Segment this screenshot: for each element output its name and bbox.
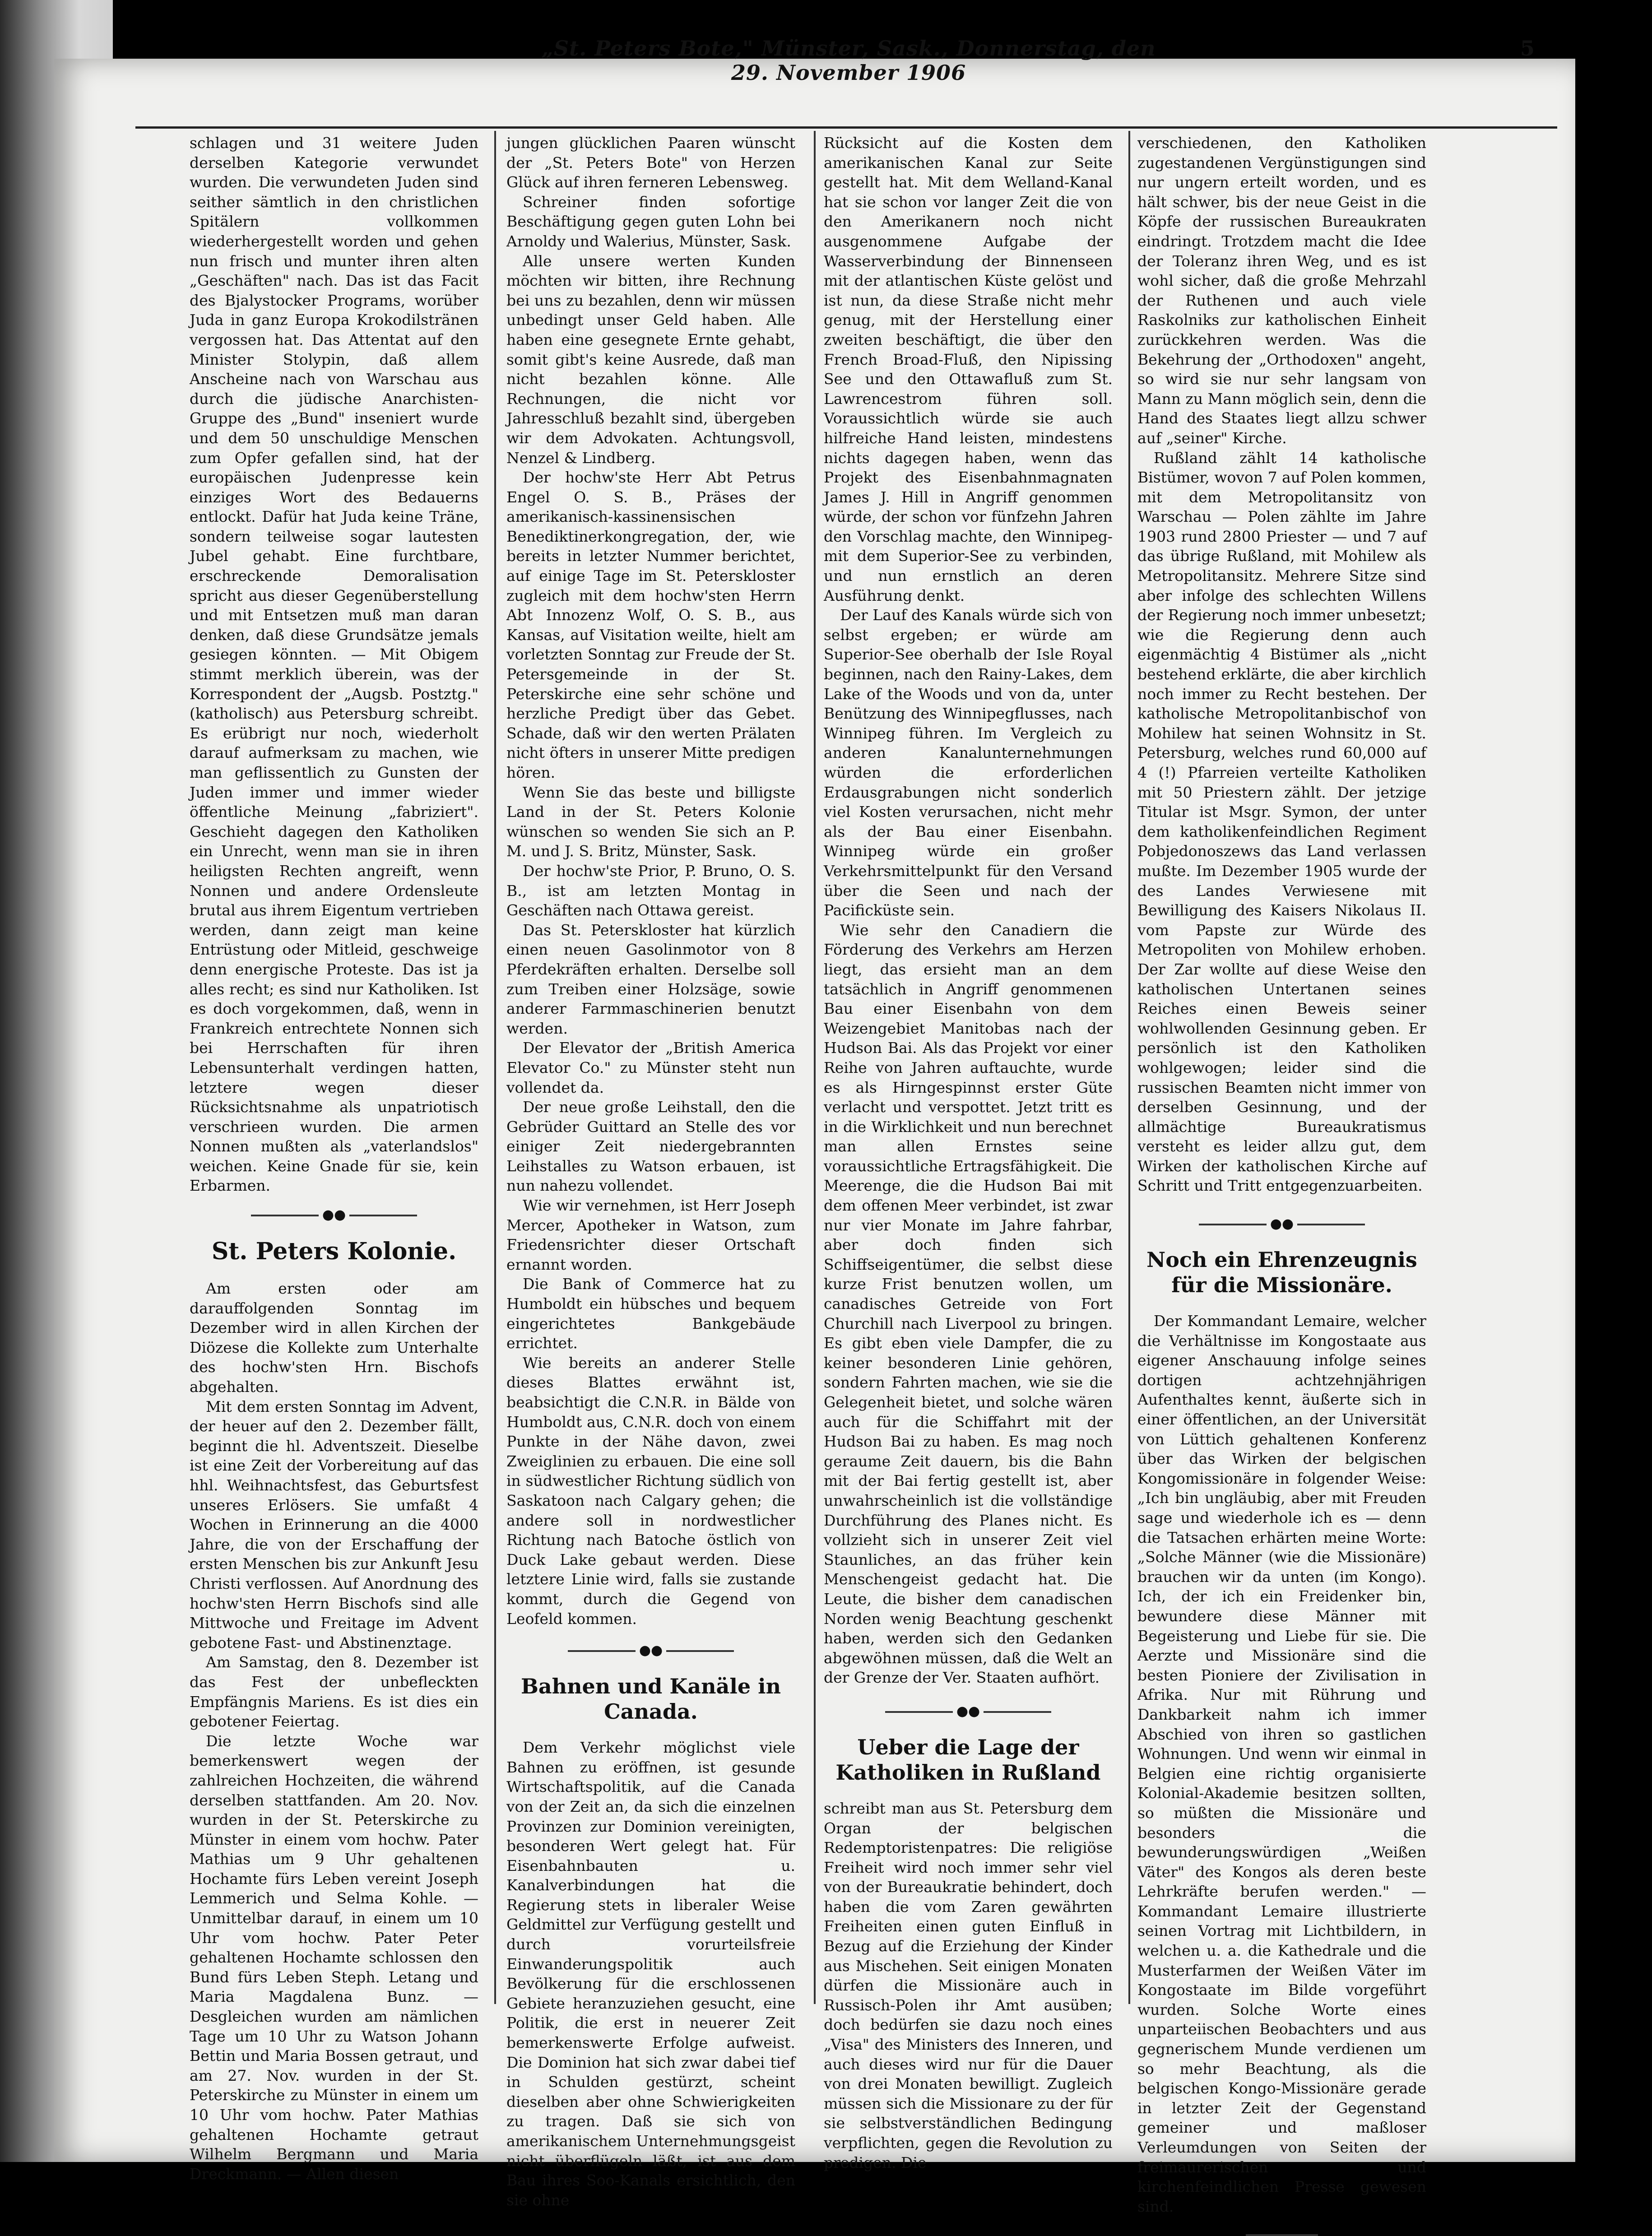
article-paragraph: Am ersten oder am darauffolgenden Sonntag im Dezember wird in allen Kirchen der Diözese die Kollekte zum Unterhalte des hochw'sten Hrn. Bischofs abgehalten. (190, 1280, 478, 1396)
column-1 (190, 133, 478, 2184)
column-3 (824, 133, 1113, 2172)
article-paragraph: Der Lauf des Kanals würde sich von selbst ergeben; er würde am Superior-See oberhalb der Isle Royal beginnen, nach den Rainy-Lakes, dem Lake of the Woods und von da, unter Benützung des Winnipegflusses, nach Winnipeg führen. Im Vergleich zu anderen Kanalunternehmungen würden die erforderlichen Erdausgrabungen nicht sonderlich viel Kosten verursachen, nicht mehr als der Bau einer Eisenbahn. Winnipeg würde ein großer Verkehrsmittelpunkt für den Versand über die Seen und nach der Pacificküste sein. (824, 606, 1113, 919)
article-paragraph: Der hochw'ste Herr Abt Petrus Engel O. S. B., Präses der amerikanisch-kassinensischen Benediktinerkongregation, der, wie bereits in letzter Nummer berichtet, auf einige Tage im St. Peterskloster zugleich mit dem hochw'sten Herrn Abt Innozenz Wolf, O. S. B., aus Kansas, auf Visitation weilte, hielt am vorletzten Sonntag zur Freude der St. Petersgemeinde in der St. Peterskirche eine sehr schöne und herzliche Predigt über das Gebet. Schade, daß wir den werten Prälaten nicht öfters in unserer Mitte predigen hören. (506, 469, 795, 781)
article-paragraph: Der neue große Leihstall, den die Gebrüder Guittard an Stelle des vor einiger Zeit niedergebrannten Leihstalles zu Watson erbauen, ist nun nahezu vollendet. (506, 1098, 795, 1195)
article-paragraph: Das St. Peterskloster hat kürzlich einen neuen Gasolinmotor von 8 Pferdekräften erhalten. Derselbe soll zum Treiben einer Holzsäge, sowie anderer Farmmaschinerien benutzt werden. (506, 921, 795, 1037)
separator-ornament: ●● (190, 1205, 478, 1225)
column-divider (494, 131, 496, 2004)
article-paragraph: Wie wir vernehmen, ist Herr Joseph Mercer, Apotheker in Watson, zum Friedensrichter dieser Ortschaft ernannt worden. (506, 1197, 795, 1273)
column-4 (1137, 133, 1426, 2236)
separator-ornament: ●● (506, 1640, 795, 1661)
page-number: 5 (1520, 36, 1535, 60)
article-paragraph: Wie bereits an anderer Stelle dieses Blattes erwähnt ist, beabsichtigt die C.N.R. in Bälde von Humboldt aus, C.N.R. doch von einem Punkte in der Nähe davon, zwei Zweiglinien zu erbauen. Die eine soll in südwestlicher Richtung südlich von Saskatoon nach Calgary gehen; die andere soll in nordwestlicher Richtung nach Batoche östlich von Duck Lake gebaut werden. Diese letztere Linie wird, falls sie zustande kommt, durch die Gegend von Leofeld kommen. (506, 1354, 795, 1628)
article-paragraph: Der Elevator der „British America Elevator Co." zu Münster steht nun vollendet da. (506, 1039, 795, 1096)
section-title-katholiken-russland: Ueber die Lage der Katholiken in Rußland (835, 1735, 1101, 1785)
column-divider (1128, 131, 1130, 2004)
section-title-st-peters-kolonie: St. Peters Kolonie. (211, 1238, 457, 1266)
header-title: „St. Peters Bote," Münster, Sask., Donnerstag, den 29. November 1906 (541, 36, 1156, 85)
article-paragraph: Alle unsere werten Kunden möchten wir bitten, ihre Rechnung bei uns zu bezahlen, denn wir müssen unbedingt unser Geld haben. Alle haben eine gesegnete Ernte gehabt, somit gibt's keine Ausrede, daß man nicht bezahlen könne. Alle Rechnungen, die nicht vor Jahresschluß bezahlt sind, übergeben wir dem Advokaten. Achtungsvoll, Nenzel & Lindberg. (506, 252, 795, 467)
separator-ornament: ●● (824, 1701, 1113, 1722)
article-text: schlagen und 31 weitere Juden derselben Kategorie verwundet wurden. Die verwundeten Juden sind seither sämtlich in den christlichen Spitälern vollkommen wiederhergestellt worden und gehen nun frisch und munter ihren alten „Geschäften" nach. Das ist das Facit des Bjalystocker Programs, worüber Juda in ganz Europa Krokodilstränen vergossen hat. Das Attentat auf den Minister Stolypin, daß allem Anscheine nach von Warschau aus durch die jüdische Anarchisten-Gruppe des „Bund" inseniert wurde und dem 50 unschuldige Menschen zum Opfer gefallen sind, hat der europäischen Judenpresse kein einziges Wort des Bedauerns entlockt. Dafür hat Juda keine Träne, sondern teilweise sogar lautesten Jubel gehabt. Eine furchtbare, erschreckende Demoralisation spricht aus dieser Gegenüberstellung und mit Entsetzen muß man daran denken, daß diese Grundsätze jemals gesiegen könnten. — Mit Obigem stimmt merklich überein, was der Korrespondent der „Augsb. Postztg." (katholisch) aus Petersburg schreibt. Es erübrigt nur noch, wiederholt darauf aufmerksam zu machen, wie man geflissentlich zu Gunsten der Juden immer und immer wieder öffentliche Meinung „fabriziert". Geschieht dagegen den Katholiken ein Unrecht, wenn man sie in ihren heiligsten Rechten angreift, wenn Nonnen und andere Ordensleute brutal aus ihrem Eigentum vertrieben werden, dann zeigt man keine Entrüstung oder Mitleid, geschweige denn energische Proteste. Das ist ja alles recht; es sind nur Katholiken. Ist es doch vorgekommen, daß, wenn in Frankreich entrechtete Nonnen sich bei Herrschaften für ihren Lebensunterhalt verdingen hatten, letztere wegen dieser Rücksichtsnahme als unpatriotisch verschrieen wurden. Die armen Nonnen mußten als „vaterlandslos" weichen. Keine Gnade für sie, kein Erbarmen. (190, 134, 478, 1195)
article-paragraph: Schreiner finden sofortige Beschäftigung gegen guten Lohn bei Arnoldy und Walerius, Münster, Sask. (506, 193, 795, 250)
article-paragraph: Rußland zählt 14 katholische Bistümer, wovon 7 auf Polen kommen, mit dem Metropolitansitz von Warschau — Polen zählte im Jahre 1903 rund 2800 Priester — und 7 auf das übrige Rußland, mit Mohilew als Metropolitansitz. Mehrere Sitze sind aber infolge des schlechten Willens der Regierung noch immer unbesetzt; wie die Regierung denn auch eigenmächtig 4 Bistümer als „nicht bestehend erklärte, die aber kirchlich noch immer zu Recht bestehen. Der katholische Metropolitanbischof von Mohilew hat seinen Wohnsitz in St. Petersburg, welches rund 60,000 auf 4 (!) Pfarreien verteilte Katholiken mit 50 Priestern zählt. Der jetzige Titular ist Msgr. Symon, der unter dem katholikenfeindlichen Regiment Pobjedonoszews das Land verlassen mußte. Im Dezember 1905 wurde der des Landes Verwiesene mit Bewilligung des Kaisers Nikolaus II. vom Papste zur Würde des Metropoliten von Mohilew erhoben. Der Zar wollte auf diese Weise den katholischen Untertanen seines Reiches einen Beweis seiner wohlwollenden Gesinnung geben. Er persönlich ist den Katholiken wohlgewogen; leider sind die russischen Beamten nicht immer von derselben Gesinnung, und der allmächtige Bureaukratismus versteht es leider allzu gut, dem Wirken der katholischen Kirche auf Schritt und Tritt entgegenzuarbeiten. (1137, 449, 1426, 1195)
article-paragraph: Wie sehr den Canadiern die Förderung des Verkehrs am Herzen liegt, das ersieht man an dem tatsächlich in Angriff genommenen Bau einer Eisenbahn von dem Weizengebiet Manitobas nach der Hudson Bai. Als das Projekt vor einer Reihe von Jahren auftauchte, wurde es als Hirngespinnst erster Güte verlacht und verspottet. Jetzt tritt es in die Wirklichkeit und nun berechnet man allen Ernstes seine voraussichtliche Ertragsfähigkeit. Die Meerenge, die die Hudson Bai mit dem offenen Meer verbindet, ist zwar nur vier Monate im Jahre fahrbar, aber doch finden sich Schiffseigentümer, die selbst diese kurze Frist benutzen wollen, um canadisches Getreide von Fort Churchill nach Liverpool zu bringen. Es gibt eben viele Dampfer, die zu keiner besonderen Linie gehören, sondern Fahrten machen, wie sie die Gelegenheit bietet, und solche wären auch für die Schiffahrt mit der Hudson Bai zu haben. Es mag noch geraume Zeit dauern, bis die Bahn mit der Bai fertig gestellt ist, aber unwahrscheinlich ist die vollständige Durchführung des Planes nicht. Es vollzieht sich in unserer Zeit viel Staunliches, an das früher kein Menschengeist gedacht hat. Die Leute, die bisher dem canadischen Norden wenig Beachtung geschenkt haben, werden sich den Gedanken abgewöhnen müssen, daß die Welt an der Grenze der Ver. Staaten aufhört. (824, 921, 1113, 1687)
section-title-ehrenzeugnis: Noch ein Ehrenzeugnis für die Missionäre. (1146, 1248, 1417, 1298)
page-header (533, 36, 1548, 85)
article-paragraph: jungen glücklichen Paaren wünscht der „St. Peters Bote" von Herzen Glück auf ihren ferneren Lebensweg. (506, 134, 795, 191)
article-paragraph: Die Bank of Commerce hat zu Humboldt ein hübsches und bequem eingerichtetes Bankgebäude errichtet. (506, 1275, 795, 1352)
article-paragraph: Am Samstag, den 8. Dezember ist das Fest der unbefleckten Empfängnis Mariens. Es ist dies ein gebotener Feiertag. (190, 1653, 478, 1730)
separator-ornament: ●● (1137, 1214, 1426, 1234)
article-paragraph: Wenn Sie das beste und billigste Land in der St. Peters Kolonie wünschen so wenden Sie sich an P. M. und J. S. Britz, Münster, Sask. (506, 783, 795, 860)
article-paragraph: Dem Verkehr möglichst viele Bahnen zu eröffnen, ist gesunde Wirtschaftspolitik, auf die Canada von der Zeit an, da sich die einzelnen Provinzen zur Dominion vereinigten, besonderen Wert gelegt hat. Für Eisenbahnbauten u. Kanalverbindungen hat die Regierung stets in liberaler Weise Geldmittel zur Verfügung gestellt und durch vorurteilsfreie Einwanderungspolitik auch Bevölkerung für die erschlossenen Gebiete heranzuziehen gesucht, eine Politik, die erst in neuerer Zeit bemerkenswerte Erfolge aufweist. Die Dominion hat sich zwar dabei tief in Schulden gestürzt, scheint dieselben aber ohne Schwierigkeiten zu tragen. Daß sie sich von amerikanischem Unternehmungsgeist nicht überflügeln läßt, ist aus dem Bau ihres Soo-Kanals ersichtlich, den sie ohne (506, 1739, 795, 2209)
article-paragraph: Mit dem ersten Sonntag im Advent, der heuer auf den 2. Dezember fällt, beginnt die hl. Adventszeit. Dieselbe ist eine Zeit der Vorbereitung auf das hhl. Weihnachtsfest, das Geburtsfest unseres Erlösers. Sie umfaßt 4 Wochen in Erinnerung an die 4000 Jahre, die von der Erschaffung der ersten Menschen bis zur Ankunft Jesu Christi verflossen. Auf Anordnung des hochw'sten Herrn Bischofs sind alle Mittwoche und Freitage im Advent gebotene Fast- und Abstinenztage. (190, 1397, 478, 1651)
section-title-bahnen-und-kanaele: Bahnen und Kanäle in Canada. (520, 1674, 781, 1724)
header-rule (135, 126, 1557, 129)
end-rule (1246, 2234, 1318, 2236)
column-2 (506, 133, 795, 2210)
article-paragraph: schreibt man aus St. Petersburg dem Organ der belgischen Redemptoristenpatres: Die religiöse Freiheit wird noch immer sehr viel von der Bureaukratie behindert, doch haben die vom Zaren gewährten Freiheiten einen guten Einfluß in Bezug auf die Erziehung der Kinder aus Mischehen. Seit einigen Monaten dürfen die Missionäre auch in Russisch-Polen ihr Amt ausüben; doch bedürfen sie dazu noch eines „Visa" des Ministers des Inneren, und auch dieses wird nur für die Dauer von drei Monaten bewilligt. Zugleich müssen sich die Missionare zu der für sie selbstverständlichen Bedingung verpflichten, gegen die Revolution zu predigen. Die (824, 1799, 1113, 2171)
column-divider (814, 131, 816, 2004)
article-paragraph: Der Kommandant Lemaire, welcher die Verhältnisse im Kongostaate aus eigener Anschauung infolge seines dortigen achtzehnjährigen Aufenthaltes kennt, äußerte sich in einer öffentlichen, an der Universität von Lüttich gehaltenen Konferenz über das Wirken der belgischen Kongomissionäre in folgender Weise: „Ich bin ungläubig, aber mit Freuden sage und wiederhole ich es — denn die Tatsachen erhärten meine Worte: „Solche Männer (wie die Missionäre) brauchen wir da unten (im Kongo). Ich, der ich ein Freidenker bin, bewundere diese Männer mit Begeisterung und Liebe für sie. Die Aerzte und Missionäre sind die besten Pioniere der Zivilisation in Afrika. Nur mit Rührung und Dankbarkeit nahm ich immer Abschied von ihren so gastlichen Wohnungen. Und wenn wir einmal in Belgien eine richtig organisierte Kolonial-Akademie besitzen sollten, so müßten die Missionäre und besonders die bewunderungswürdigen „Weißen Väter" des Kongos als deren beste Lehrkräfte berufen werden." — Kommandant Lemaire illustrierte seinen Vortrag mit Lichtbildern, in welchen u. a. die Kathedrale und die Musterfarmen der Weißen Väter im Kongostaate im Bilde vorgeführt wurden. Solche Worte eines unparteiischen Beobachters und aus gegnerischem Munde verdienen um so mehr Beachtung, als die belgischen Kongo-Missionäre gerade in letzter Zeit der Gegenstand gemeiner und maßloser Verleumdungen von Seiten der freimaurerischen und kirchenfeindlichen Presse gewesen sind. (1137, 1312, 1426, 2215)
article-paragraph: Der hochw'ste Prior, P. Bruno, O. S. B., ist am letzten Montag in Geschäften nach Ottawa gereist. (506, 862, 795, 919)
article-paragraph: Die letzte Woche war bemerkenswert wegen der zahlreichen Hochzeiten, die während derselben stattfanden. Am 20. Nov. wurden in der St. Peterskirche zu Münster in einem vom hochw. Pater Mathias um 9 Uhr gehaltenen Hochamte fürs Leben vereint Joseph Lemmerich und Selma Kohle. — Unmittelbar darauf, in einem um 10 Uhr vom hochw. Pater Peter gehaltenen Hochamte schlossen den Bund fürs Leben Steph. Letang und Maria Magdalena Bunz. — Desgleichen wurden am nämlichen Tage um 10 Uhr zu Watson Johann Bettin und Maria Bossen getraut, und am 27. Nov. wurden in der St. Peterskirche zu Münster in einem um 10 Uhr vom hochw. Pater Mathias gehaltenen Hochamte getraut Wilhelm Bergmann und Maria Dreckmann. — Allen diesen (190, 1732, 478, 2183)
article-paragraph: verschiedenen, den Katholiken zugestandenen Vergünstigungen sind nur ungern erteilt worden, und es hält schwer, bis der neue Geist in die Köpfe der russischen Bureaukraten eindringt. Trotzdem macht die Idee der Toleranz ihren Weg, und es ist wohl sicher, daß die große Mehrzahl der Ruthenen und auch viele Raskolniks zur katholischen Einheit zurückkehren werden. Was die Bekehrung der „Orthodoxen" angeht, so wird sie nur sehr langsam von Mann zu Mann möglich sein, denn die Hand des Staates liegt allzu schwer auf „seiner" Kirche. (1137, 134, 1426, 447)
article-paragraph: Rücksicht auf die Kosten dem amerikanischen Kanal zur Seite gestellt hat. Mit dem Welland-Kanal hat sie schon vor langer Zeit die von den Amerikanern noch nicht ausgenommene Aufgabe der Wasserverbindung der Binnenseen mit der atlantischen Küste gelöst und ist nun, da diese Straße nicht mehr genug, mit der Herstellung einer zweiten beschäftigt, die über den French Broad-Fluß, den Nipissing See und den Ottawafluß zum St. Lawrencestrom führen soll. Voraussichtlich würde sie auch hilfreiche Hand leisten, mindestens nichts dagegen haben, wenn das Projekt des Eisenbahnmagnaten James J. Hill in Angriff genommen würde, der schon vor fünfzehn Jahren den Vorschlag machte, den Winnipeg- mit dem Superior-See zu verbinden, und nun ernstlich an deren Ausführung denkt. (824, 134, 1113, 604)
